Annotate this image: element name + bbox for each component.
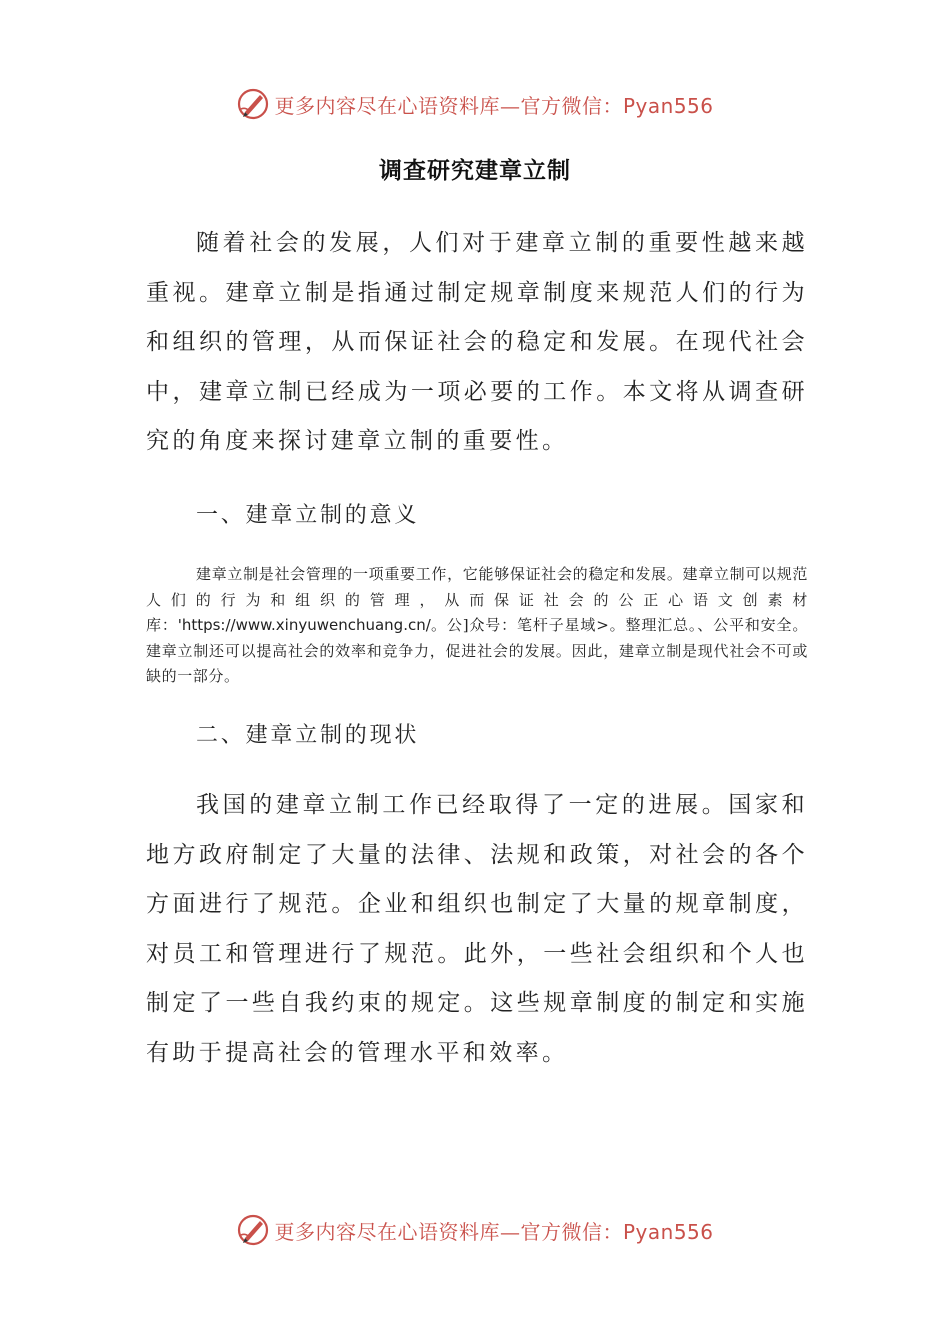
section-1-paragraph — [146, 562, 808, 690]
banner-text — [274, 90, 713, 119]
banner-main-text: 更多内容尽在心语资料库—官方微信： — [274, 93, 623, 118]
document-title: 调查研究建章立制 — [379, 158, 571, 184]
pen-logo-icon — [236, 1213, 270, 1247]
banner-wechat-id: Pyan556 — [622, 93, 714, 118]
banner-wechat-id: Pyan556 — [622, 1219, 714, 1244]
section-1-text-b: 。公]众号：笔杆子星域>。整理汇总。、公平和安全。建章立制还可以提高社会的效率和竞争力，促进社会的发展。因此，建章立制是现代社会不可或缺的一部分。 — [146, 616, 808, 685]
section-2-heading: 二、建章立制的现状 — [196, 723, 420, 748]
banner-main-text: 更多内容尽在心语资料库—官方微信： — [274, 1219, 623, 1244]
section-1-url: 'https://www.xinyuwenchuang.cn/ — [177, 616, 431, 634]
header-banner — [0, 84, 950, 124]
banner-text — [274, 1216, 713, 1245]
footer-banner — [0, 1210, 950, 1250]
pen-logo-icon — [236, 87, 270, 121]
intro-paragraph: 随着社会的发展，人们对于建章立制的重要性越来越重视。建章立制是指通过制定规章制度来规范人们的行为和组织的管理，从而保证社会的稳定和发展。在现代社会中，建章立制已经成为一项必要的工作。本文将从调查研究的角度来探讨建章立制的重要性。 — [146, 230, 808, 454]
section-1-text-a: 建章立制是社会管理的一项重要工作，它能够保证社会的稳定和发展。建章立制可以规范人们的行为和组织的管理，从而保证社会的公正心语文创素材库： — [146, 565, 808, 634]
section-2-paragraph: 我国的建章立制工作已经取得了一定的进展。国家和地方政府制定了大量的法律、法规和政策，对社会的各个方面进行了规范。企业和组织也制定了大量的规章制度，对员工和管理进行了规范。此外，一些社会组织和个人也制定了一些自我约束的规定。这些规章制度的制定和实施有助于提高社会的管理水平和效率。 — [146, 792, 808, 1066]
section-1-heading: 一、建章立制的意义 — [196, 503, 420, 528]
